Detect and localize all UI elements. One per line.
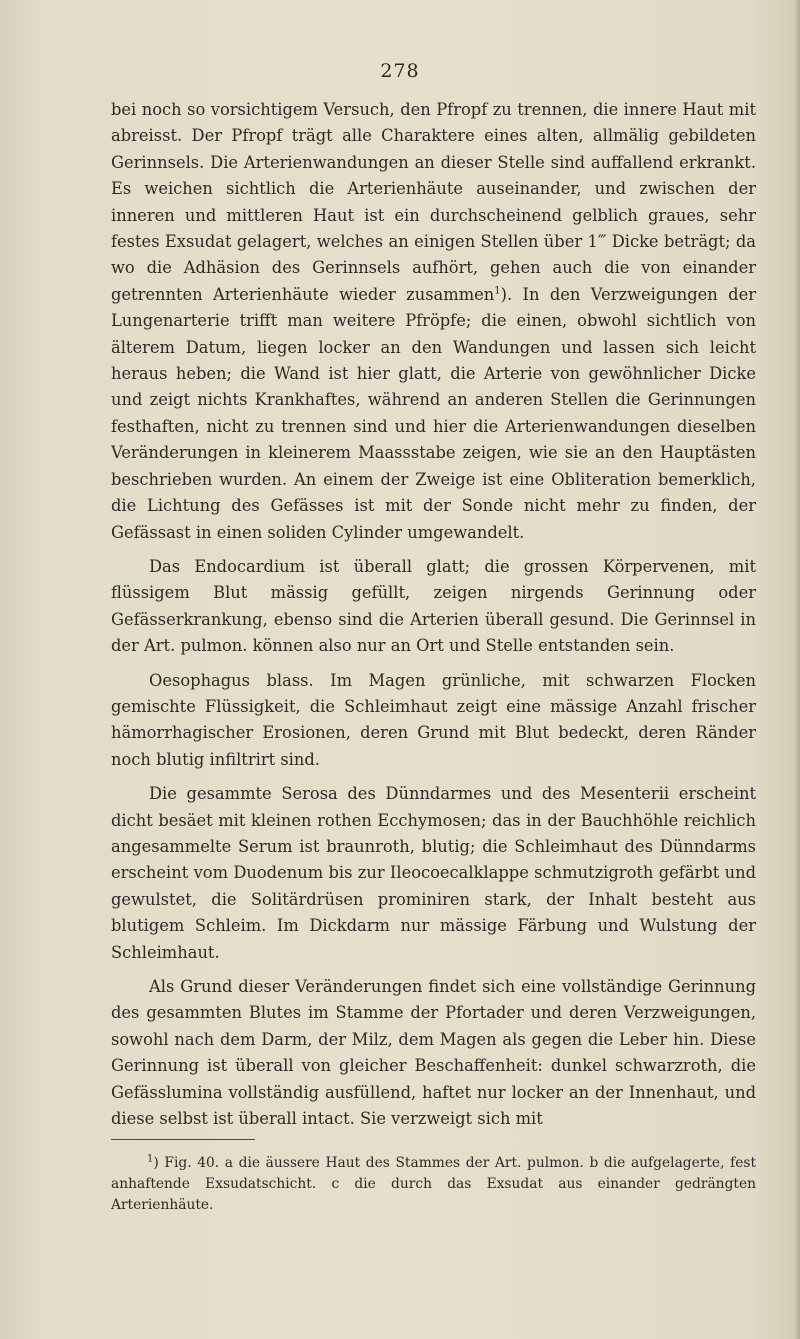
footnote-text: ) Fig. 40. a die äussere Haut des Stammes der Art. pulmon. b die aufgelagerte, fest anhaftende Exsudatschicht. c die durch das Exsudat aus einander gedrängten Arterienhäute. [111,1155,756,1213]
footnote-divider [111,1139,255,1140]
paragraph-1 [111,97,756,546]
page-edge-shadow [794,0,800,1339]
paragraph-1-tail: ). In den Verzweigungen der Lungenarterie trifft man weitere Pfröpfe; die einen, obwohl sichtlich von älterem Datum, liegen locker an den Wandungen und lassen sich leicht heraus heben; die Wand ist hier glatt, die Arterie von gewöhnlicher Dicke und zeigt nichts Krankhaftes, während an anderen Stellen die Gerinnungen festhaften, nicht zu trennen sind und hier die Arterienwandungen dieselben Veränderungen in kleinerem Maassstabe zeigen, wie sie an den Hauptästen beschrieben wurden. An einem der Zweige ist eine Obliteration bemerklich, die Lichtung des Gefässes ist mit der Sonde nicht mehr zu finden, der Gefässast in einen soliden Cylinder umgewandelt. [111,284,757,542]
footnote-reference: 1 [494,285,501,297]
paragraph-3: Oesophagus blass. Im Magen grünliche, mit schwarzen Flocken gemischte Flüssigkeit, die Schleimhaut zeigt eine mässige Anzahl frischer hämorrhagischer Erosionen, deren Grund mit Blut bedeckt, deren Ränder noch blutig infiltrirt sind. [111,670,756,769]
body-text [111,97,756,1132]
paragraph-2: Das Endocardium ist überall glatt; die grossen Körpervenen, mit flüssigem Blut mässig gefüllt, zeigen nirgends Gerinnung oder Gefässerkrankung, ebenso sind die Arterien überall gesund. Die Gerinnsel in der Art. pulmon. können also nur an Ort und Stelle entstanden sein. [111,556,756,656]
footnote-marker: 1 [147,1153,154,1165]
paragraph-5: Als Grund dieser Veränderungen findet sich eine vollständige Gerinnung des gesammten Blutes im Stamme der Pfortader und deren Verzweigungen, sowohl nach dem Darm, der Milz, dem Magen als gegen die Leber hin. Diese Gerinnung ist überall von gleicher Beschaffenheit: dunkel schwarzroth, die Gefässlumina vollständig ausfüllend, haftet nur locker an der Innenhaut, und diese selbst ist überall intact. Sie verzweigt sich mit [111,977,756,1129]
paragraph-4: Die gesammte Serosa des Dünndarmes und des Mesenterii erscheint dicht besäet mit kleinen rothen Ecchymosen; das in der Bauchhöhle reichlich angesammelte Serum ist braunroth, blutig; die Schleimhaut des Dünndarms erscheint vom Duodenum bis zur Ileocoecalklappe schmutzigroth gefärbt und gewulstet, die Solitärdrüsen prominiren stark, der Inhalt besteht aus blutigem Schleim. Im Dickdarm nur mässige Färbung und Wulstung der Schleimhaut. [111,784,756,962]
paragraph-1-text: bei noch so vorsichtigem Versuch, den Pfropf zu trennen, die innere Haut mit abreisst. Der Pfropf trägt alle Charaktere eines alten, allmälig gebildeten Gerinnsels. Die Arterienwandungen an dieser Stelle sind auffallend erkrankt. Es weichen sichtlich die Arterienhäute auseinander, und zwischen der inneren und mittleren Haut ist ein durchscheinend gelblich graues, sehr festes Exsudat gelagert, welches an einigen Stellen über 1‴ Dicke beträgt; da wo die Adhäsion des Gerinnsels aufhört, gehen auch die von einander getrennten Arterienhäute wieder zusammen [111,100,756,304]
page-number: 278 [380,60,420,82]
footnote [111,1153,756,1216]
